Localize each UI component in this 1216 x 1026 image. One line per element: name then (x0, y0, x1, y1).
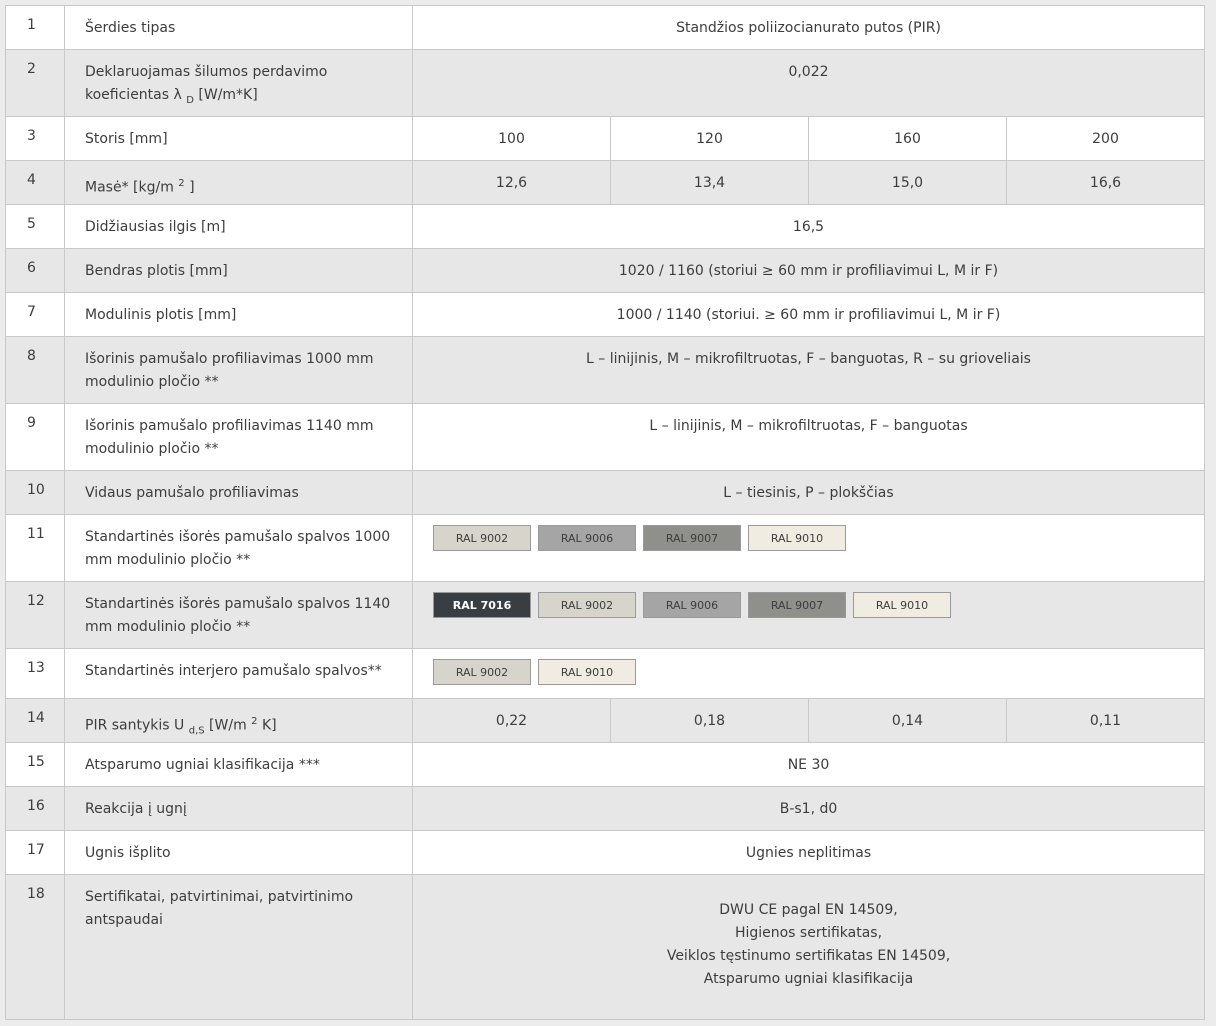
row-number: 1 (6, 6, 65, 50)
row-number: 11 (6, 515, 65, 582)
color-swatch: RAL 9010 (748, 525, 846, 551)
color-swatch: RAL 9010 (853, 592, 951, 618)
table-row (6, 161, 1205, 205)
row-value: 120 (611, 117, 809, 161)
row-number: 13 (6, 649, 65, 699)
row-label: Išorinis pamušalo profiliavimas 1140 mm modulinio pločio ** (65, 404, 413, 471)
row-number: 8 (6, 337, 65, 404)
row-value: 13,4 (611, 161, 809, 205)
row-value: 200 (1007, 117, 1205, 161)
row-number: 16 (6, 787, 65, 831)
table-row (6, 699, 1205, 743)
certificate-line: Higienos sertifikatas, (734, 925, 883, 942)
table-row (6, 831, 1205, 875)
row-number: 7 (6, 293, 65, 337)
certificate-line: Atsparumo ugniai klasifikacija (703, 971, 914, 988)
table-row (6, 875, 1205, 1020)
label-part: Deklaruojamas šilumos perdavimo (85, 64, 328, 80)
certificate-line: Veiklos tęstinumo sertifikatas EN 14509, (666, 948, 951, 965)
label-part: [W/m (209, 717, 247, 734)
row-value: NE 30 (413, 743, 1205, 787)
table-row (6, 50, 1205, 117)
label-part: PIR santykis U (85, 717, 185, 734)
table-row (6, 337, 1205, 404)
row-number: 12 (6, 582, 65, 649)
spec-table (5, 5, 1205, 1020)
row-label: Modulinis plotis [mm] (65, 293, 413, 337)
color-swatch: RAL 9010 (538, 659, 636, 685)
label-subscript: d,S (188, 725, 205, 737)
label-subscript: D (186, 94, 194, 106)
row-number: 14 (6, 699, 65, 743)
color-swatch: RAL 7016 (433, 592, 531, 618)
row-number: 10 (6, 471, 65, 515)
row-label: Sertifikatai, patvirtinimai, patvirtinimo antspaudai (65, 875, 413, 1020)
table-row (6, 471, 1205, 515)
row-label: Atsparumo ugniai klasifikacija *** (65, 743, 413, 787)
table-row (6, 205, 1205, 249)
swatch-list (413, 649, 1204, 685)
row-number: 17 (6, 831, 65, 875)
swatch-cell (413, 515, 1205, 582)
row-label: Reakcija į ugnį (65, 787, 413, 831)
table-row (6, 249, 1205, 293)
color-swatch: RAL 9002 (433, 659, 531, 685)
row-number: 3 (6, 117, 65, 161)
row-value: 16,6 (1007, 161, 1205, 205)
row-label: Standartinės išorės pamušalo spalvos 1140 mm modulinio pločio ** (65, 582, 413, 649)
row-value: 16,5 (413, 205, 1205, 249)
row-value: Ugnies neplitimas (413, 831, 1205, 875)
row-value: 0,18 (611, 699, 809, 743)
table-row (6, 743, 1205, 787)
row-number: 15 (6, 743, 65, 787)
row-value: 0,022 (413, 50, 1205, 117)
table-row (6, 117, 1205, 161)
row-label: Standartinės išorės pamušalo spalvos 1000 mm modulinio pločio ** (65, 515, 413, 582)
row-value: 0,22 (413, 699, 611, 743)
label-superscript: 2 (251, 716, 258, 727)
table-row (6, 649, 1205, 699)
label-part: [W/m*K] (198, 87, 258, 103)
row-value: 15,0 (809, 161, 1007, 205)
table-row (6, 582, 1205, 649)
label-part: Masė* [kg/m (85, 179, 174, 196)
row-number: 5 (6, 205, 65, 249)
row-value: L – tiesinis, P – plokščias (413, 471, 1205, 515)
swatch-list (413, 515, 1204, 551)
row-label (65, 699, 413, 743)
row-label: Bendras plotis [mm] (65, 249, 413, 293)
row-label: Ugnis išplito (65, 831, 413, 875)
row-value: 0,14 (809, 699, 1007, 743)
label-part: ] (189, 179, 195, 196)
row-label: Išorinis pamušalo profiliavimas 1000 mm modulinio pločio ** (65, 337, 413, 404)
color-swatch: RAL 9002 (538, 592, 636, 618)
row-label: Standartinės interjero pamušalo spalvos** (65, 649, 413, 699)
row-value: 12,6 (413, 161, 611, 205)
label-part: K] (262, 717, 277, 734)
row-label: Didžiausias ilgis [m] (65, 205, 413, 249)
row-value: 160 (809, 117, 1007, 161)
row-number: 2 (6, 50, 65, 117)
row-value: Standžios poliizocianurato putos (PIR) (413, 6, 1205, 50)
row-label: Šerdies tipas (65, 6, 413, 50)
swatch-list (413, 582, 1204, 618)
row-number: 6 (6, 249, 65, 293)
row-value: 0,11 (1007, 699, 1205, 743)
certificates-cell (413, 875, 1205, 1020)
color-swatch: RAL 9007 (748, 592, 846, 618)
table-row (6, 6, 1205, 50)
color-swatch: RAL 9006 (538, 525, 636, 551)
label-part: koeficientas λ (85, 87, 182, 103)
row-label (65, 50, 413, 117)
table-row (6, 515, 1205, 582)
row-value: 1000 / 1140 (storiui. ≥ 60 mm ir profiliavimui L, M ir F) (413, 293, 1205, 337)
label-superscript: 2 (178, 178, 185, 189)
row-label: Vidaus pamušalo profiliavimas (65, 471, 413, 515)
row-value: L – linijinis, M – mikrofiltruotas, F – banguotas (413, 404, 1205, 471)
certificate-line: DWU CE pagal EN 14509, (719, 902, 898, 919)
swatch-cell (413, 582, 1205, 649)
row-value: 100 (413, 117, 611, 161)
row-value: 1020 / 1160 (storiui ≥ 60 mm ir profiliavimui L, M ir F) (413, 249, 1205, 293)
row-value: L – linijinis, M – mikrofiltruotas, F – banguotas, R – su grioveliais (413, 337, 1205, 404)
color-swatch: RAL 9006 (643, 592, 741, 618)
row-number: 18 (6, 875, 65, 1020)
table-row (6, 293, 1205, 337)
row-label (65, 161, 413, 205)
row-number: 9 (6, 404, 65, 471)
row-number: 4 (6, 161, 65, 205)
row-label: Storis [mm] (65, 117, 413, 161)
row-value: B-s1, d0 (413, 787, 1205, 831)
color-swatch: RAL 9007 (643, 525, 741, 551)
spec-table-wrapper (5, 5, 1205, 1020)
table-row (6, 404, 1205, 471)
swatch-cell (413, 649, 1205, 699)
color-swatch: RAL 9002 (433, 525, 531, 551)
table-row (6, 787, 1205, 831)
